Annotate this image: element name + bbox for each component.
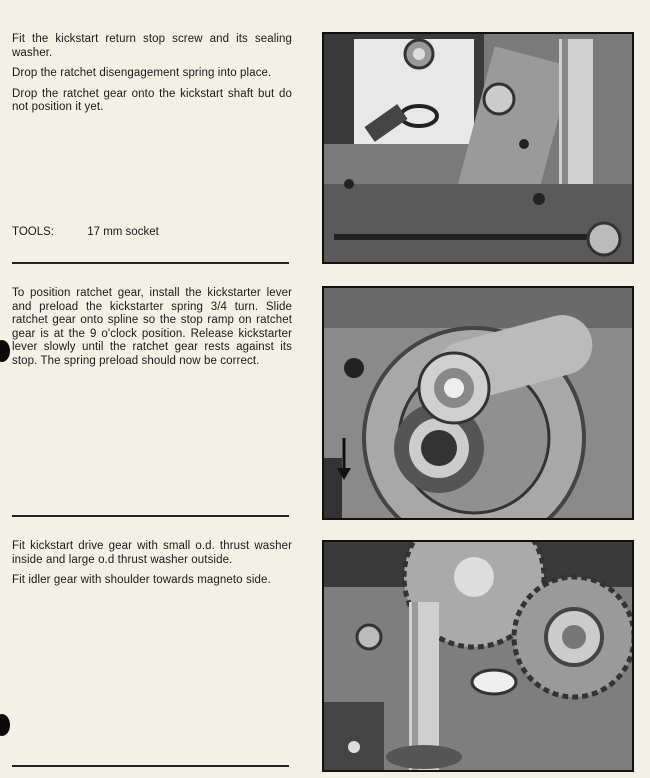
punch-hole-mark-2 xyxy=(0,714,10,736)
section-3-paragraph-2: Fit idler gear with shoulder towards magneto side. xyxy=(12,574,271,587)
section-divider-3 xyxy=(12,765,289,767)
photo-kickstart-drive-gear xyxy=(322,540,634,772)
photo-2-illustration xyxy=(324,288,632,518)
section-1-text xyxy=(12,33,292,122)
tools-line xyxy=(12,226,159,238)
punch-hole-mark xyxy=(0,340,10,362)
section-2-paragraph-1: To position ratchet gear, install the kickstarter lever and preload the kickstarter spring 3/4 turn. Slide ratchet gear onto spline so the stop ramp on ratchet gear is at the 9 o'clock position. Release kickstarter lever slowly until the ratchet gear rests against its stop. The spring preload should now be correct. xyxy=(12,287,292,367)
tools-label: TOOLS: xyxy=(12,226,54,238)
section-divider-1 xyxy=(12,262,289,264)
photo-ratchet-gear-position xyxy=(322,286,634,520)
photo-kickstart-stop-screw xyxy=(322,32,634,264)
section-3-text xyxy=(12,540,292,595)
section-3-paragraph-1: Fit kickstart drive gear with small o.d. thrust washer inside and large o.d thrust washer outside. xyxy=(12,540,292,566)
tools-value: 17 mm socket xyxy=(87,226,159,238)
section-2-text xyxy=(12,287,292,376)
section-1-paragraph-3: Drop the ratchet gear onto the kickstart shaft but do not position it yet. xyxy=(12,87,292,114)
section-1-paragraph-2: Drop the ratchet disengagement spring into place. xyxy=(12,67,272,80)
section-divider-2 xyxy=(12,515,289,517)
photo-3-illustration xyxy=(324,542,632,770)
section-1-paragraph-1: Fit the kickstart return stop screw and its sealing washer. xyxy=(12,33,292,59)
photo-1-illustration xyxy=(324,34,632,262)
